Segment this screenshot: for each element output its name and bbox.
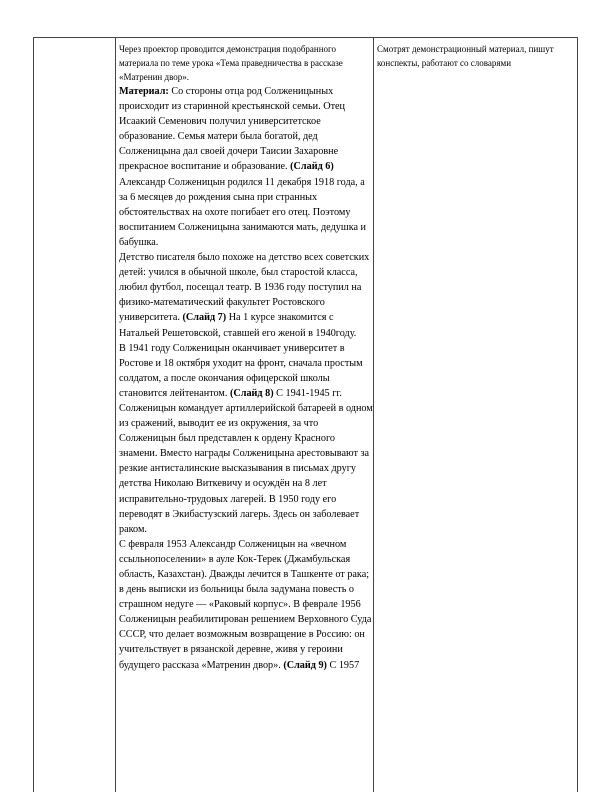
paragraph-war: В 1941 году Солженицын оканчивает университет в Ростове и 18 октября уходит на фронт, сначала простым солдатом, а после окончания офицерской школы становится лейтенантом. (Слайд 8) С 1941-1945 гг. Солженицын командует артиллерийской батареей в одном из сражений, выводит ее из окружения, за что Солженицын был представлен к ордену Красного знамени. Вместо награды Солженицына арестовывают за резкие антисталинские высказывания в письмах другу детства Николаю Виткевичу и осуждён на 8 лет исправительно-трудовых лагерей. В 1950 году его переводят в Экибастузский лагерь. Здесь он заболевает раком. xyxy=(119,342,373,535)
column-divider xyxy=(115,38,116,792)
slide-7-ref: (Слайд 7) xyxy=(182,312,227,324)
lesson-table xyxy=(33,37,578,792)
paragraph-family: Материал: Со стороны отца род Солженицыных происходит из старинной крестьянской семьи. Отец Исаакий Семенович получил университетское образование. Семья матери была богатой, дед Солженицына дал своей дочери Таисии Захаровне прекрасное воспитание и образование. (Слайд 6) xyxy=(119,86,346,173)
slide-8-ref: (Слайд 8) xyxy=(229,387,274,399)
slide-9-ref: (Слайд 9) xyxy=(283,659,327,671)
paragraph-birth: Александр Солженицын родился 11 декабря 1918 года, а за 6 месяцев до рождения сына при странных обстоятельствах на охоте погибает его отец. Поэтому воспитанием Солженицына занимаются мать, дедушка и бабушка. xyxy=(119,176,367,248)
material-label: Материал: xyxy=(119,86,169,97)
slide-6-ref: (Слайд 6) xyxy=(290,161,334,173)
intro-text: Через проектор проводится демонстрация подобранного материала по теме урока «Тема праведничества в рассказе «Матренин двор». xyxy=(119,44,343,82)
teacher-activity-cell xyxy=(119,42,373,673)
paragraph-childhood: Детство писателя было похоже на детство всех советских детей: учился в обычной школе, был старостой класса, любил футбол, посещал театр. В 1936 году поступил на физико-математический факультет Ростовского университета. (Слайд 7) На 1 курсе знакомится с Натальей Решетовской, ставшей его женой в 1940году. xyxy=(119,252,370,339)
paragraph-exile: С февраля 1953 Александр Солженицын на «вечном ссыльнопоселении» в ауле Кок-Терек (Джамбульская область, Казахстан). Дважды лечится в Ташкенте от рака; в день выписки из больницы была задумана повесть о страшном недуге — «Раковый корпус». В феврале 1956 Солженицын реабилитирован решением Верховного Суда СССР, что делает возможным возвращение в Россию: он учительствует в рязанской деревне, живя у героини будущего рассказа «Матренин двор». (Слайд 9) С 1957 xyxy=(119,538,372,671)
student-activity-cell: Смотрят демонстрационный материал, пишут конспекты, работают со словарями xyxy=(377,44,554,68)
column-divider xyxy=(373,38,374,792)
